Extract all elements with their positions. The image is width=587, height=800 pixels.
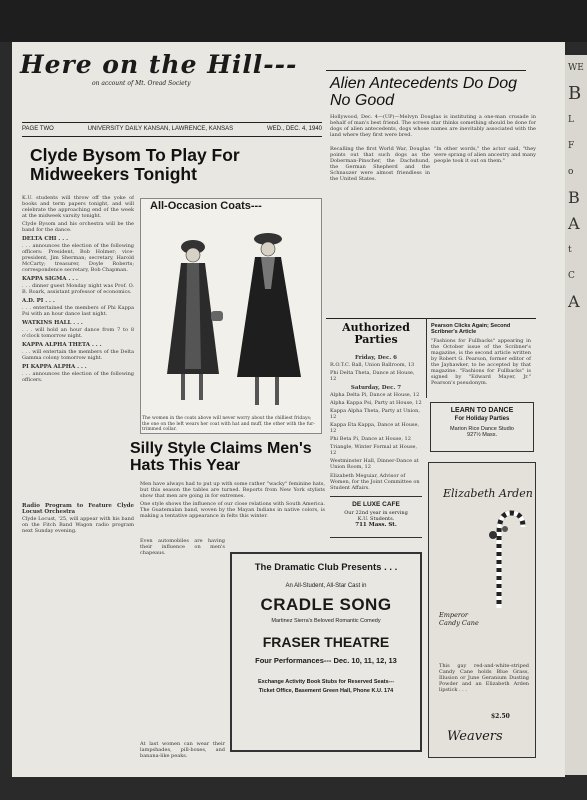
pearson-headline: Pearson Clicks Again; Second Scribner's Article [431, 323, 511, 335]
edge-letter: A [568, 292, 580, 311]
party-item: Kappa Eta Kappa, Dance at House, 12 [330, 422, 420, 434]
ad-line: An All-Student, All-Star Cast in [285, 583, 367, 589]
cafe-ad [330, 496, 422, 538]
article-paragraph: One style shows the influence of our close relations with South America. The Guatemalan band, woven by the Mayan Indians in native colors, is making a tentative appearance in felts this winter. [140, 501, 325, 519]
edge-letter: L [568, 115, 574, 125]
ad-headline: DE LUXE CAFE [352, 501, 400, 508]
section-title: A.D. PI . . . [22, 298, 55, 304]
product-name: Emperor Candy Cane [439, 611, 479, 627]
ad-line: 711 Mass. St. [355, 522, 397, 528]
ad-line: For Holiday Parties [454, 416, 510, 422]
section-title: WATKINS HALL . . . [22, 320, 83, 326]
alien-headline: Alien Antecedents Do Dog No Good [330, 75, 518, 110]
ad-headline: LEARN TO DANCE [450, 407, 514, 414]
article-paragraph: Even automobiles are having their influence on men's chapeaus. [140, 538, 225, 556]
section-title: DELTA CHI . . . [22, 236, 68, 242]
article-paragraph: Men have always had to put up with some rather "wacky" feminine hats, but this season the tables are turned. Reports from New York stylists show that men are going in for extremes. [140, 481, 325, 499]
fashion-title: All-Occasion Coats--- [150, 200, 262, 212]
performance-dates: Four Performances--- Dec. 10, 11, 12, 13 [255, 656, 397, 665]
society-column [22, 195, 134, 765]
edge-letter: C [568, 271, 575, 281]
section-text: . . . will hold an hour dance from 7 to 8 o'clock tomorrow night. [22, 327, 134, 339]
parties-list [330, 352, 422, 492]
parties-title: Authorized Parties [342, 321, 410, 346]
ad-line: K.U. Students. [357, 516, 395, 522]
party-item: R.O.T.C. Ball, Union Ballroom, 13 [330, 362, 415, 368]
play-title: CRADLE SONG [260, 595, 392, 614]
alien-lede [330, 114, 536, 144]
section-text: . . . entertained the members of Phi Kappa Psi with an hour dance last night. [22, 305, 134, 317]
section-text: . . . dinner guest Monday night was Prof. O. B. Roark, assistant professor of economics. [22, 283, 134, 295]
party-day: Friday, Dec. 6 [355, 355, 397, 361]
party-item: Kappa Alpha Theta, Party at Union, 12 [330, 408, 420, 420]
party-item: Triangle, Winter Formal at House, 12 [330, 444, 418, 456]
alien-col2 [434, 146, 536, 316]
edge-letter: t [568, 245, 572, 255]
section-title: KAPPA SIGMA . . . [22, 276, 78, 282]
candy-cane-icon [479, 503, 529, 613]
party-day: Saturday, Dec. 7 [350, 385, 402, 391]
divider [22, 136, 322, 137]
scanner-top-border [0, 0, 587, 42]
party-item: Phi Beta Pi, Dance at House, 12 [330, 436, 411, 442]
article-paragraph: Clyde Bysom and his orchestra will be the band for the dance. [22, 221, 134, 233]
ad-line: Ticket Office, Basement Green Hall, Phone K.U. 174 [258, 688, 394, 694]
party-item: Westminster Hall, Dinner-Dance at Union Room, 12 [330, 458, 419, 470]
section-title: Radio Program to Feature Clyde Locust Orchestra [22, 503, 134, 515]
party-item: Alpha Delta Pi, Dance at House, 12 [330, 392, 420, 398]
article-paragraph: Recalling the first World War, Douglas points out that such dogs as the Doberman-Pinscher, the Dachshund, the German Shepherd and the Schnauzer were almost friendless in the United States. [330, 146, 430, 182]
article-paragraph: K.U. students will throw off the yoke of books and term papers tonight, and will celebrate the approaching end of the week at the midweek varsity tonight. [22, 195, 134, 219]
alien-col1 [330, 146, 430, 316]
section-text: . . . announces the election of the following officers: President, Bob Holmer; vice-president, Jim Sherman; secretary, Harold McCarty; treasurer, Doyle Roberts; correspondence secretary, Bob Chapman. [22, 243, 134, 273]
article-paragraph: Hollywood, Dec. 4—(UP)—Melvyn Douglas is instituting a one-man crusade in behalf of man's best friend. The screen star thinks something should be done for dogs of alien antecedents, dogs whose names are inevitably associated with the land where they first were bred. [330, 114, 536, 138]
article-paragraph: At last women can wear their lampshades, pill-boxes, and banana-like peaks. [140, 741, 225, 759]
ad-line: 927½ Mass. [467, 432, 497, 438]
column-masthead: Here on the Hill--- [20, 50, 298, 79]
hats-body [140, 538, 225, 768]
edge-letter: A [568, 214, 580, 233]
pearson-box [426, 318, 536, 398]
ad-body: This gay red-and-white-striped Candy Cane holds Blue Grass, Illusion or June Geranium Dusting Powder and an Elizabeth Arden lipstick . . . [439, 663, 529, 693]
section-text: . . . announces the election of the following officers. [22, 371, 134, 383]
fashion-caption: The women in the coats above will never worry about the chilliest fridays; the one on the left wears her coat with hat and muff, the other with the fur-trimmed collar. [142, 416, 315, 432]
divider [326, 70, 526, 71]
edge-letter: B [568, 83, 582, 104]
ad-line: Marion Rice Dance Studio [450, 426, 514, 432]
pearson-body: "Fashions for Fullbacks" appearing in the October issue of the Scribner's magazine, is the second article written by Robert G. Pearson, former editor of the Jayhawker, to be accepted by that magazine. "Fashions for Fullbacks" is signed by "Edward Mayer, Jr." Pearson's pseudonym. [431, 338, 531, 386]
bysom-headline: Clyde Bysom To Play For Midweekers Tonight [30, 145, 240, 184]
paper-name: UNIVERSITY DAILY KANSAN, LAWRENCE, KANSAS [87, 126, 234, 132]
fashion-illustration-frame [140, 198, 322, 434]
section-text: . . . will entertain the members of the Delta Gamma colony tomorrow night. [22, 349, 134, 361]
hats-intro [140, 481, 325, 536]
edge-letter: F [568, 141, 575, 151]
edge-letter: WE [568, 63, 584, 73]
dance-studio-ad [430, 402, 534, 452]
section-title: PI KAPPA ALPHA . . . [22, 364, 87, 370]
brand-name: Elizabeth Arden [443, 487, 533, 500]
edge-letter: B [568, 188, 580, 207]
edge-letter: o [568, 167, 574, 177]
ad-line: Our 22nd year in serving [344, 510, 408, 516]
price: $2.50 [491, 713, 510, 720]
ad-line: Exchange Activity Book Stubs for Reserved Seats--- [257, 679, 395, 685]
party-signoff: Elizabeth Meguiar, Advisor of Women, for the Joint Committee on Student Affairs. [330, 473, 420, 491]
store-name: Weavers [447, 729, 503, 744]
coat-illustration [141, 199, 321, 433]
arden-ad [428, 462, 536, 758]
section-title: KAPPA ALPHA THETA . . . [22, 342, 102, 348]
page-number: PAGE TWO [22, 126, 54, 132]
venue-name: FRASER THEATRE [262, 634, 390, 650]
article-paragraph: "In other words," the actor said, "they were sprang of alien ancestry and many people took it out on them." [434, 146, 536, 164]
dateline [22, 126, 322, 132]
divider [22, 122, 322, 123]
cradle-song-ad [230, 552, 422, 752]
party-item: Alpha Kappa Psi, Party at House, 12 [330, 400, 422, 406]
party-item: Phi Delta Theta, Dance at House, 12 [330, 370, 415, 382]
adjacent-page-edge [565, 55, 587, 775]
masthead-subtitle: on account of Mt. Oread Society [92, 80, 191, 87]
hats-headline: Silly Style Claims Men's Hats This Year [130, 440, 312, 475]
ad-headline: The Dramatic Club Presents . . . [254, 562, 398, 573]
issue-date: WED., DEC. 4, 1940 [266, 126, 322, 132]
ad-line: Martinez Sierra's Beloved Romantic Comedy [271, 618, 381, 624]
section-text: Clyde Locust, '25, will appear with his band on the Fitch Band Wagon radio program next Sunday evening. [22, 516, 134, 534]
